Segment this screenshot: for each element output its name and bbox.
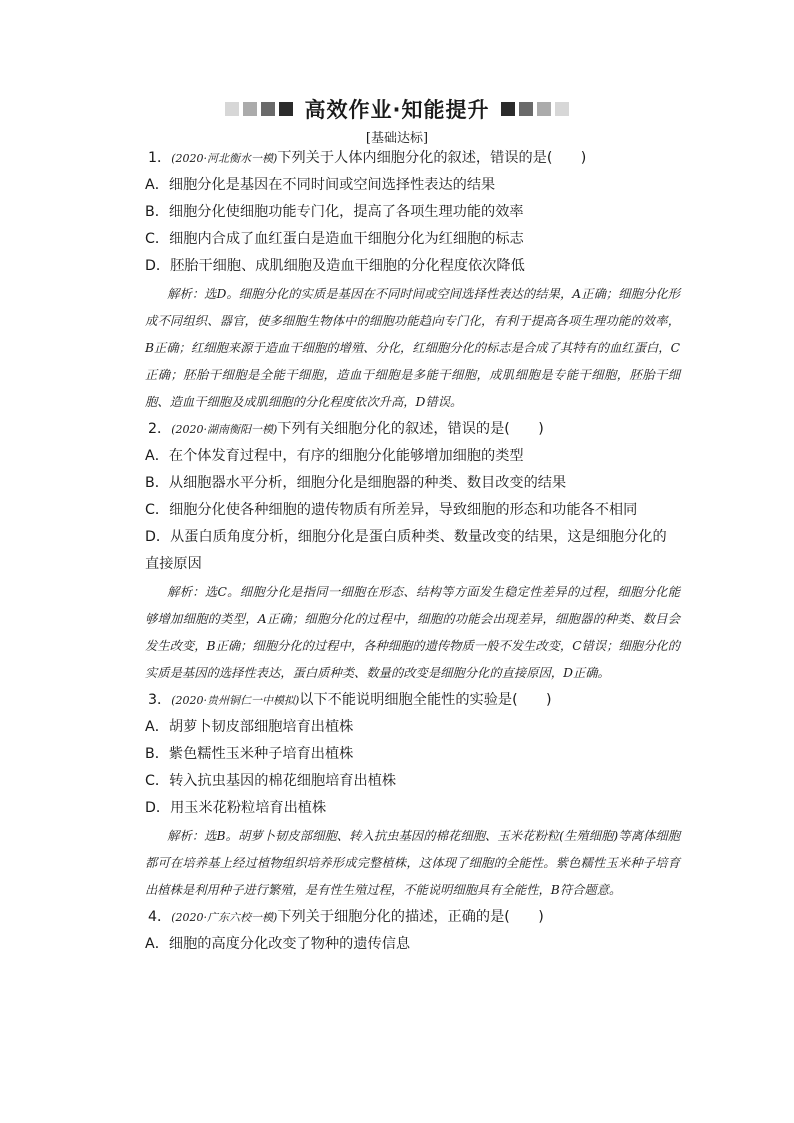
question-stem: [145, 687, 680, 714]
deco-square-icon: [225, 102, 239, 116]
option-a: A．细胞分化是基因在不同时间或空间选择性表达的结果: [145, 177, 496, 193]
question-number: 4．: [148, 909, 172, 925]
deco-square-icon: [501, 102, 515, 116]
option-c: C．转入抗虫基因的棉花细胞培育出植株: [145, 773, 397, 789]
option-a: A．在个体发育过程中，有序的细胞分化能够增加细胞的类型: [145, 448, 524, 464]
question-source: (2020·贵州铜仁一中模拟): [171, 694, 300, 707]
question-stem: [145, 904, 680, 931]
option-b: B．从细胞器水平分析，细胞分化是细胞器的种类、数目改变的结果: [145, 475, 567, 491]
option-a: A．胡萝卜韧皮部细胞培育出植株: [145, 719, 354, 735]
question-1: [145, 145, 680, 416]
question-text: 下列有关细胞分化的叙述，错误的是( ): [277, 421, 544, 437]
page-header: [0, 95, 794, 123]
page-title: 高效作业·知能提升: [304, 98, 490, 122]
analysis-text: 解析：选D。细胞分化的实质是基因在不同时间或空间选择性表达的结果，A正确；细胞分化形成不同组织、器官，使多细胞生物体中的细胞功能趋向专门化，有利于提高各项生理功能的效率，B正确；红细胞来源于造血干细胞的增殖、分化，红细胞分化的标志是合成了其特有的血红蛋白，C正确；胚胎干细胞是全能干细胞，造血干细胞是多能干细胞，成肌细胞是专能干细胞，胚胎干细胞、造血干细胞及成肌细胞的分化程度依次升高，D错误。: [145, 287, 680, 409]
question-2: [145, 416, 680, 687]
question-source: (2020·湖南衡阳一模): [171, 423, 278, 436]
deco-square-icon: [279, 102, 293, 116]
deco-square-icon: [519, 102, 533, 116]
option-d: D．胚胎干细胞、成肌细胞及造血干细胞的分化程度依次降低: [145, 258, 525, 274]
option-d: D．从蛋白质角度分析，细胞分化是蛋白质种类、数量改变的结果，这是细胞分化的直接原因: [145, 529, 667, 572]
option-a: A．细胞的高度分化改变了物种的遗传信息: [145, 936, 411, 952]
option-c: C．细胞分化使各种细胞的遗传物质有所差异，导致细胞的形态和功能各不相同: [145, 502, 638, 518]
question-text: 下列关于细胞分化的描述，正确的是( ): [277, 909, 544, 925]
deco-square-icon: [261, 102, 275, 116]
question-source: (2020·河北衡水一模): [171, 152, 278, 165]
question-number: 1．: [148, 150, 172, 166]
deco-square-icon: [555, 102, 569, 116]
option-b: B．紫色糯性玉米种子培育出植株: [145, 746, 354, 762]
analysis-text: 解析：选C。细胞分化是指同一细胞在形态、结构等方面发生稳定性差异的过程，细胞分化能够增加细胞的类型，A正确；细胞分化的过程中，细胞的功能会出现差异，细胞器的种类、数目会发生改变，B正确；细胞分化的过程中，各种细胞的遗传物质一般不发生改变，C错误；细胞分化的实质是基因的选择性表达，蛋白质种类、数量的改变是细胞分化的直接原因，D正确。: [145, 585, 680, 680]
question-number: 3．: [148, 692, 172, 708]
question-list: [145, 145, 680, 958]
section-label: [基础达标]: [365, 131, 429, 146]
question-text: 下列关于人体内细胞分化的叙述，错误的是( ): [277, 150, 587, 166]
option-d: D．用玉米花粉粒培育出植株: [145, 800, 327, 816]
header-right-squares: [501, 102, 569, 116]
question-3: [145, 687, 680, 904]
option-c: C．细胞内合成了血红蛋白是造血干细胞分化为红细胞的标志: [145, 231, 524, 247]
question-stem: [145, 145, 680, 172]
question-source: (2020·广东六校一模): [171, 911, 278, 924]
header-left-squares: [225, 102, 293, 116]
question-text: 以下不能说明细胞全能性的实验是( ): [299, 692, 552, 708]
question-stem: [145, 416, 680, 443]
deco-square-icon: [243, 102, 257, 116]
analysis-text: 解析：选B。胡萝卜韧皮部细胞、转入抗虫基因的棉花细胞、玉米花粉粒(生殖细胞)等离体细胞都可在培养基上经过植物组织培养形成完整植株，这体现了细胞的全能性。紫色糯性玉米种子培育出植株是利用种子进行繁殖，是有性生殖过程，不能说明细胞具有全能性，B符合题意。: [145, 829, 680, 897]
option-b: B．细胞分化使细胞功能专门化，提高了各项生理功能的效率: [145, 204, 524, 220]
question-number: 2．: [148, 421, 172, 437]
deco-square-icon: [537, 102, 551, 116]
question-4: [145, 904, 680, 958]
